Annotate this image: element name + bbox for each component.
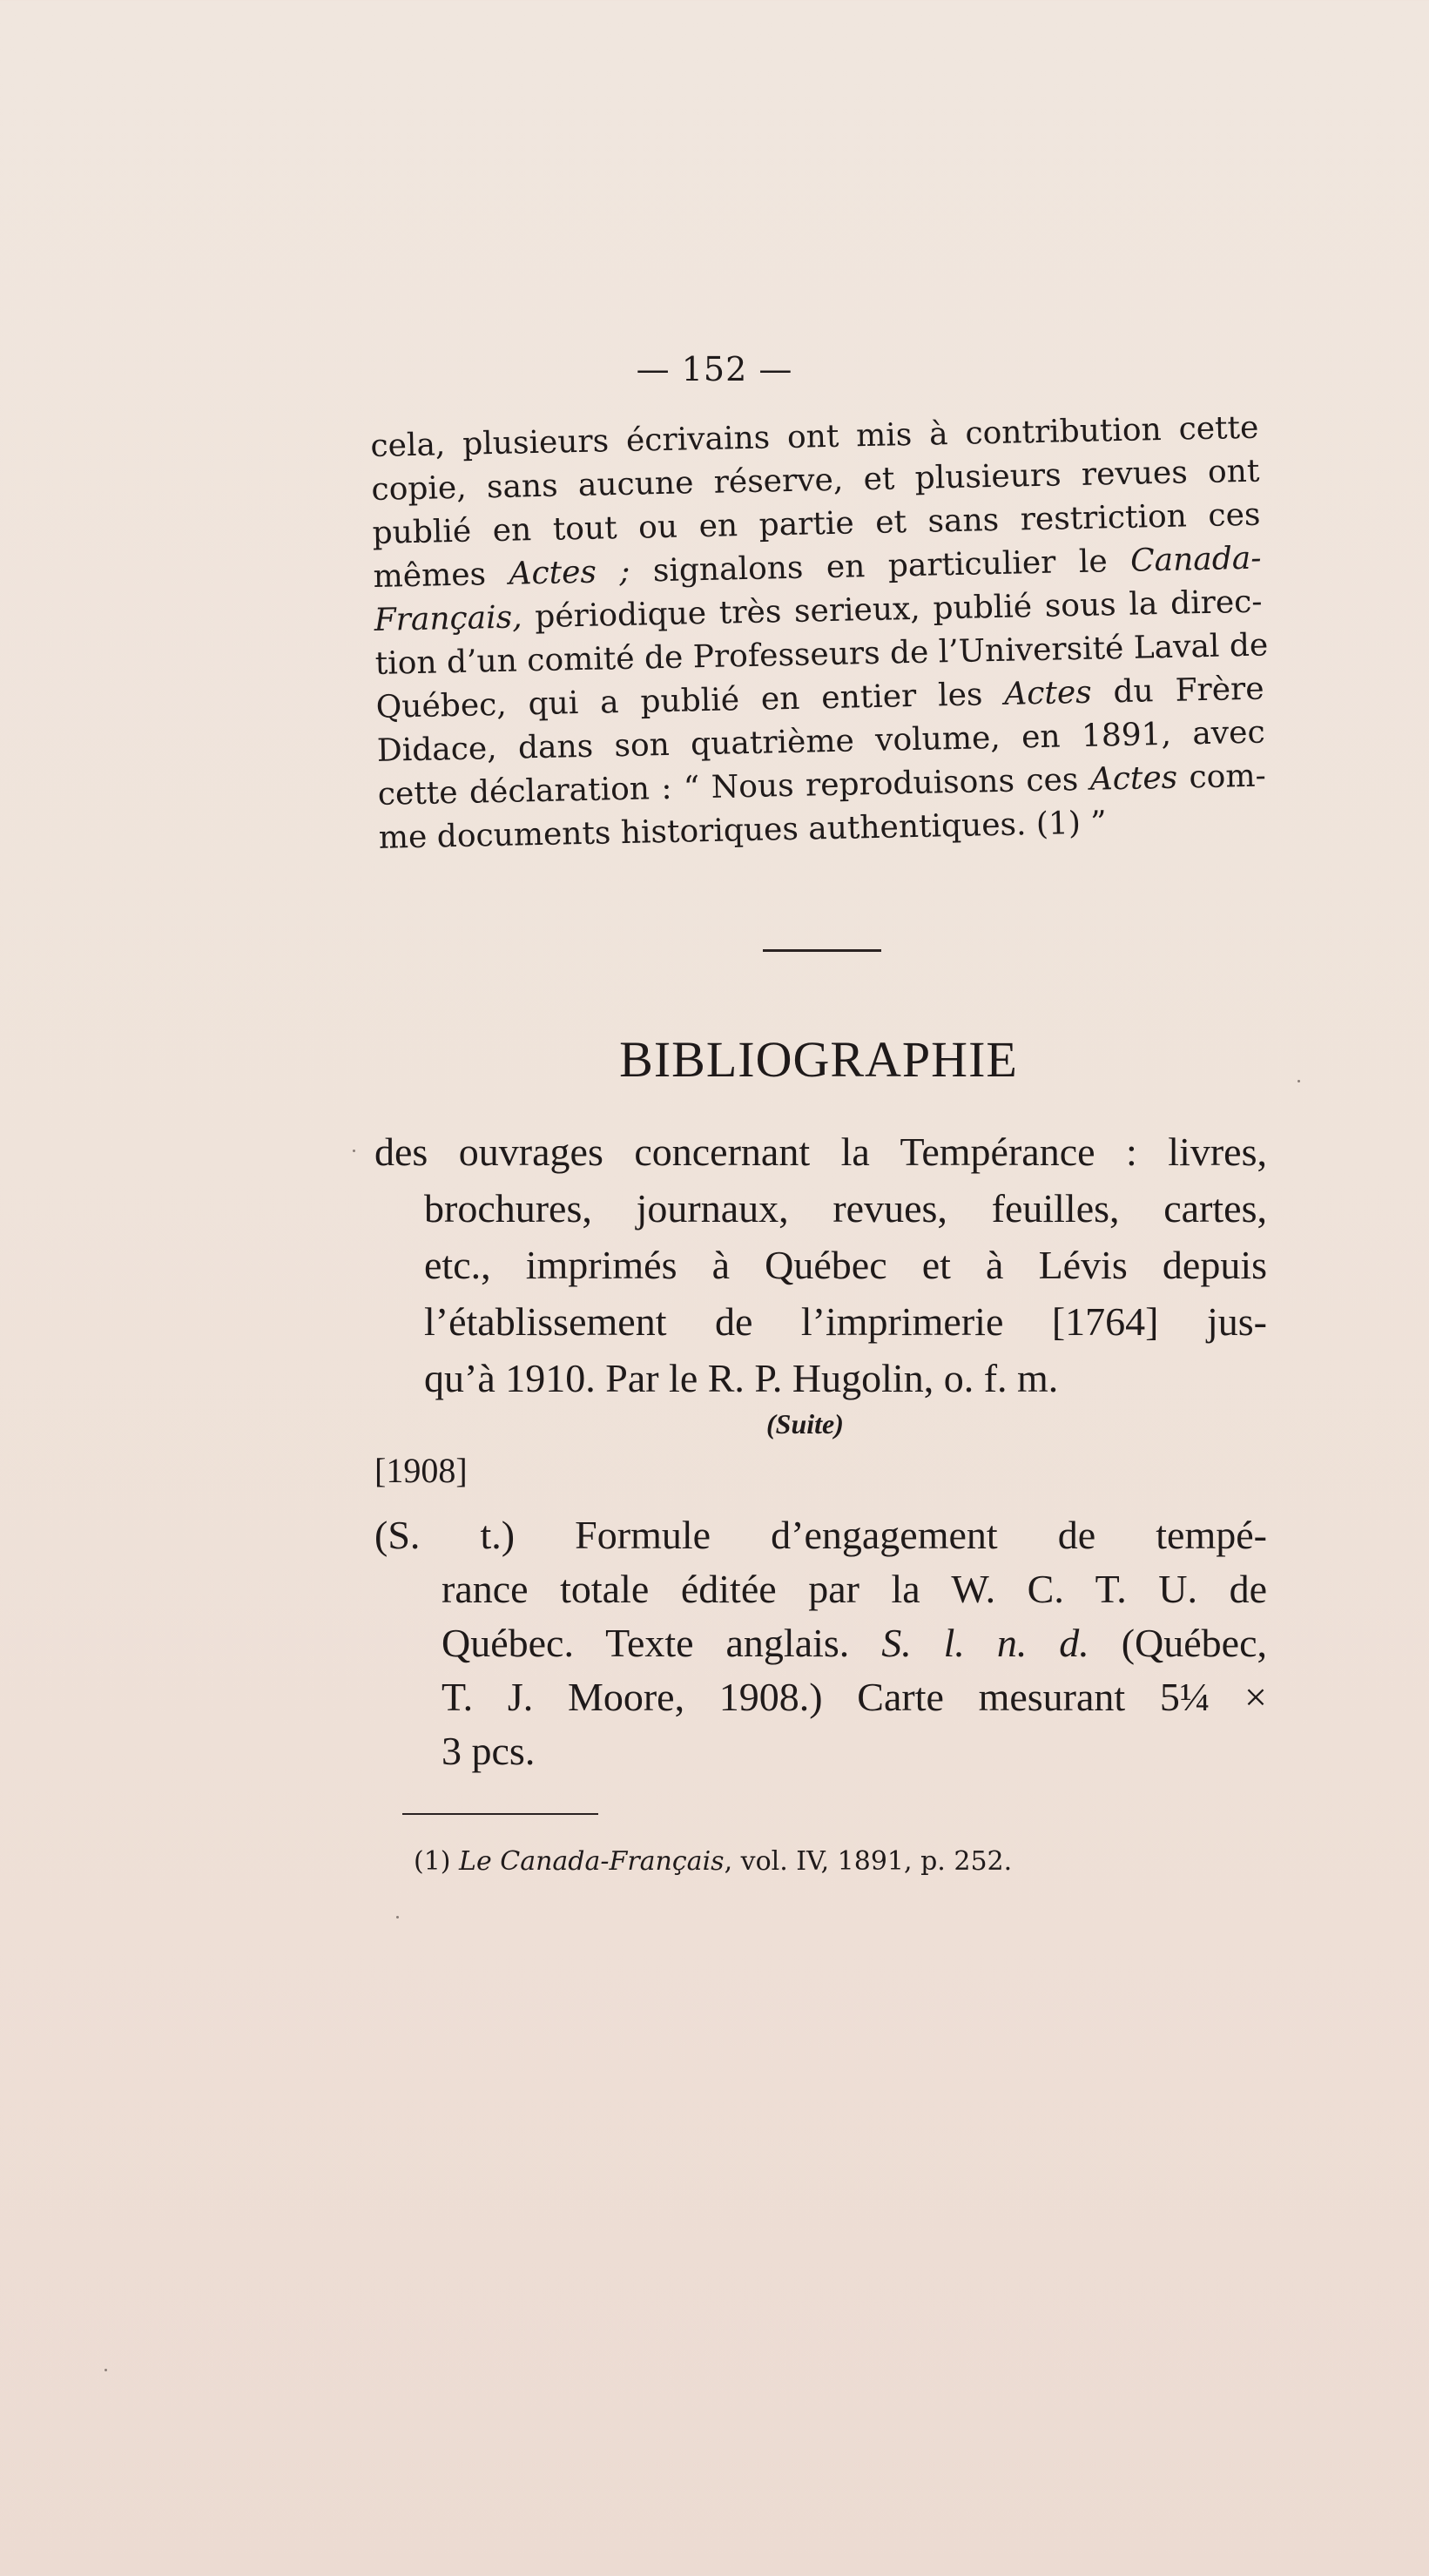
section-title: BIBLIOGRAPHIE [619, 1031, 1018, 1088]
body-line: Québec, qui a publié en entier les Actes du Frère [375, 671, 1265, 725]
body-line: cela, plusieurs écrivains ont mis à contribution cette [370, 409, 1259, 464]
body-line: publié en tout ou en partie et sans restriction ces [372, 496, 1261, 551]
body-line: copie, sans aucune réserve, et plusieurs revues ont [371, 453, 1260, 508]
paper-speck [104, 2369, 107, 2371]
subtitle-line: etc., imprimés à Québec et à Lévis depuis [424, 1243, 1267, 1287]
body-paragraph [370, 407, 1267, 860]
bibliography-entry [374, 1508, 1267, 1778]
suite-label: (Suite) [766, 1408, 844, 1440]
entry-line: T. J. Moore, 1908.) Carte mesurant 5¼ × [442, 1675, 1267, 1719]
subtitle-line: des ouvrages concernant la Tempérance : livres, [374, 1130, 1267, 1174]
body-line: me documents historiques authentiques. (1) ” [378, 805, 1108, 856]
entry-line: 3 pcs. [442, 1729, 536, 1773]
body-line: tion d’un comité de Professeurs de l’Université Laval de [374, 627, 1269, 682]
section-divider [763, 949, 881, 952]
paper-speck [353, 1150, 355, 1152]
entry-line: rance totale éditée par la W. C. T. U. de [442, 1567, 1267, 1611]
paper-speck [396, 1916, 399, 1919]
body-line: mêmes Actes ; signalons en particulier le Canada- [373, 540, 1262, 595]
footnote-rule [402, 1813, 598, 1815]
bibliography-subtitle [374, 1123, 1267, 1406]
entry-line: (S. t.) Formule d’engagement de tempé- [374, 1513, 1267, 1557]
subtitle-line: brochures, journaux, revues, feuilles, cartes, [424, 1186, 1267, 1231]
subtitle-line: qu’à 1910. Par le R. P. Hugolin, o. f. m. [424, 1356, 1059, 1400]
entry-line: Québec. Texte anglais. S. l. n. d. (Québec, [442, 1621, 1267, 1665]
body-line: Français, périodique très serieux, publié sous la direc- [374, 583, 1263, 638]
paper-speck [1298, 1080, 1300, 1082]
subtitle-line: l’établissement de l’imprimerie [1764] jus- [424, 1299, 1267, 1344]
body-line: Didace, dans son quatrième volume, en 1891, avec [376, 714, 1266, 769]
body-line: cette déclaration : “ Nous reproduisons ces Actes com- [377, 758, 1267, 813]
page-number: — 152 — [636, 350, 793, 388]
year-heading: [1908] [374, 1451, 468, 1490]
footnote: (1) Le Canada-Français, vol. IV, 1891, p. 252. [414, 1846, 1013, 1877]
